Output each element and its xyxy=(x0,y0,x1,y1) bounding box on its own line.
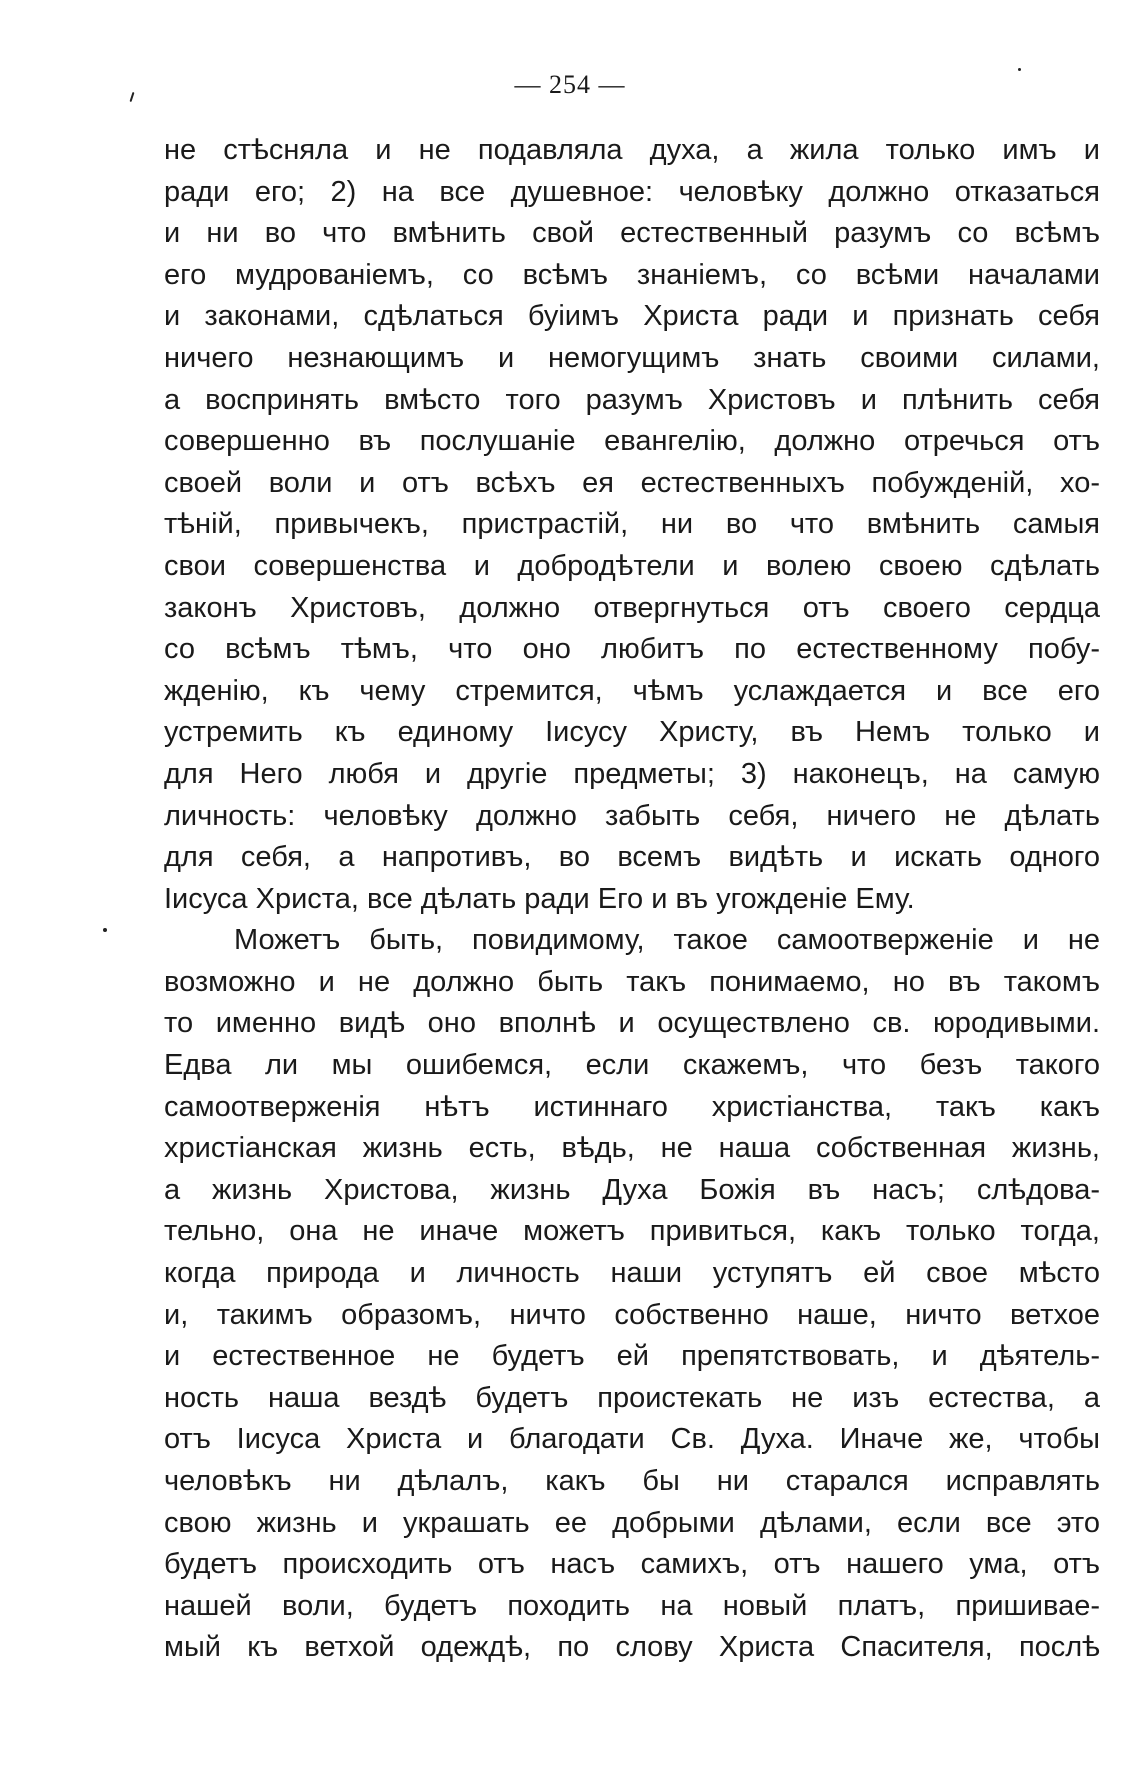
text-line: отъ Іисуса Христа и благодати Св. Духа. Иначе же, чтобы xyxy=(164,1423,1100,1456)
text-line: возможно и не должно быть такъ понимаемо, но въ такомъ xyxy=(164,965,1100,998)
text-line: и ни во что вмѣнить свой естественный разумъ со всѣмъ xyxy=(164,217,1100,250)
text-line: устремить къ единому Іисусу Христу, въ Немъ только и xyxy=(164,716,1100,749)
text-line: а жизнь Христова, жизнь Духа Божія въ насъ; слѣдова- xyxy=(164,1173,1100,1206)
text-line: христіанская жизнь есть, вѣдь, не наша собственная жизнь, xyxy=(164,1132,1100,1165)
text-line: и естественное не будетъ ей препятствовать, и дѣятель- xyxy=(164,1340,1100,1373)
text-line: свои совершенства и добродѣтели и волею своею сдѣлать xyxy=(164,549,1100,582)
text-line: нашей воли, будетъ походить на новый платъ, пришивае- xyxy=(164,1589,1100,1622)
text-line: тѣній, привычекъ, пристрастій, ни во что вмѣнить самыя xyxy=(164,508,1100,541)
text-line: его мудрованіемъ, со всѣмъ знаніемъ, со всѣми началами xyxy=(164,258,1100,291)
text-line: ради его; 2) на все душевное: человѣку должно отказаться xyxy=(164,175,1100,208)
text-line: а воспринять вмѣсто того разумъ Христовъ и плѣнить себя xyxy=(164,383,1100,416)
body-text xyxy=(164,130,1100,1669)
text-line: для Него любя и другіе предметы; 3) наконецъ, на самую xyxy=(164,757,1100,790)
text-line: личность: человѣку должно забыть себя, ничего не дѣлать xyxy=(164,799,1100,832)
text-line: для себя, а напротивъ, во всемъ видѣть и искать одного xyxy=(164,841,1100,874)
text-line: своей воли и отъ всѣхъ ея естественныхъ побужденій, хо- xyxy=(164,466,1100,499)
text-line: будетъ происходить отъ насъ самихъ, отъ нашего ума, отъ xyxy=(164,1548,1100,1581)
text-line: человѣкъ ни дѣлалъ, какъ бы ни старался исправлять xyxy=(164,1465,1100,1497)
text-line: Іисуса Христа, все дѣлать ради Его и въ угожденіе Ему. xyxy=(164,882,915,915)
text-line: мый къ ветхой одеждѣ, по слову Христа Спасителя, послѣ xyxy=(164,1631,1100,1664)
text-line: законъ Христовъ, должно отвергнуться отъ своего сердца xyxy=(164,591,1100,624)
text-line: то именно видѣ оно вполнѣ и осуществлено св. юродивыми. xyxy=(164,1007,1100,1040)
text-line: Можетъ быть, повидимому, такое самоотверженіе и не xyxy=(234,924,1100,957)
page-number: — 254 — xyxy=(514,70,626,99)
text-line: ничего незнающимъ и немогущимъ знать своими силами, xyxy=(164,341,1100,374)
text-line: когда природа и личность наши уступятъ ей свое мѣсто xyxy=(164,1257,1100,1290)
text-line: со всѣмъ тѣмъ, что оно любитъ по естественному побу- xyxy=(164,633,1100,666)
text-line: самоотверженія нѣтъ истиннаго христіанства, такъ какъ xyxy=(164,1090,1100,1123)
text-line: и, такимъ образомъ, ничто собственно наше, ничто ветхое xyxy=(164,1298,1100,1331)
text-line: Едва ли мы ошибемся, если скажемъ, что безъ такого xyxy=(164,1049,1100,1082)
text-line: жденію, къ чему стремится, чѣмъ услаждается и все его xyxy=(164,674,1100,707)
ink-speck-left-margin xyxy=(103,928,107,932)
text-line: и законами, сдѣлаться буіимъ Христа ради и признать себя xyxy=(164,300,1100,333)
paragraph-2 xyxy=(164,920,1100,1669)
text-line: свою жизнь и украшать ее добрыми дѣлами, если все это xyxy=(164,1506,1100,1539)
text-line: ность наша вездѣ будетъ проистекать не изъ естества, а xyxy=(164,1381,1100,1414)
paragraph-1 xyxy=(164,130,1100,920)
text-line: совершенно въ послушаніе евангелію, должно отречься отъ xyxy=(164,425,1100,458)
text-line: не стѣсняла и не подавляла духа, а жила только имъ и xyxy=(164,134,1100,166)
text-line: тельно, она не иначе можетъ привиться, какъ только тогда, xyxy=(164,1215,1100,1248)
